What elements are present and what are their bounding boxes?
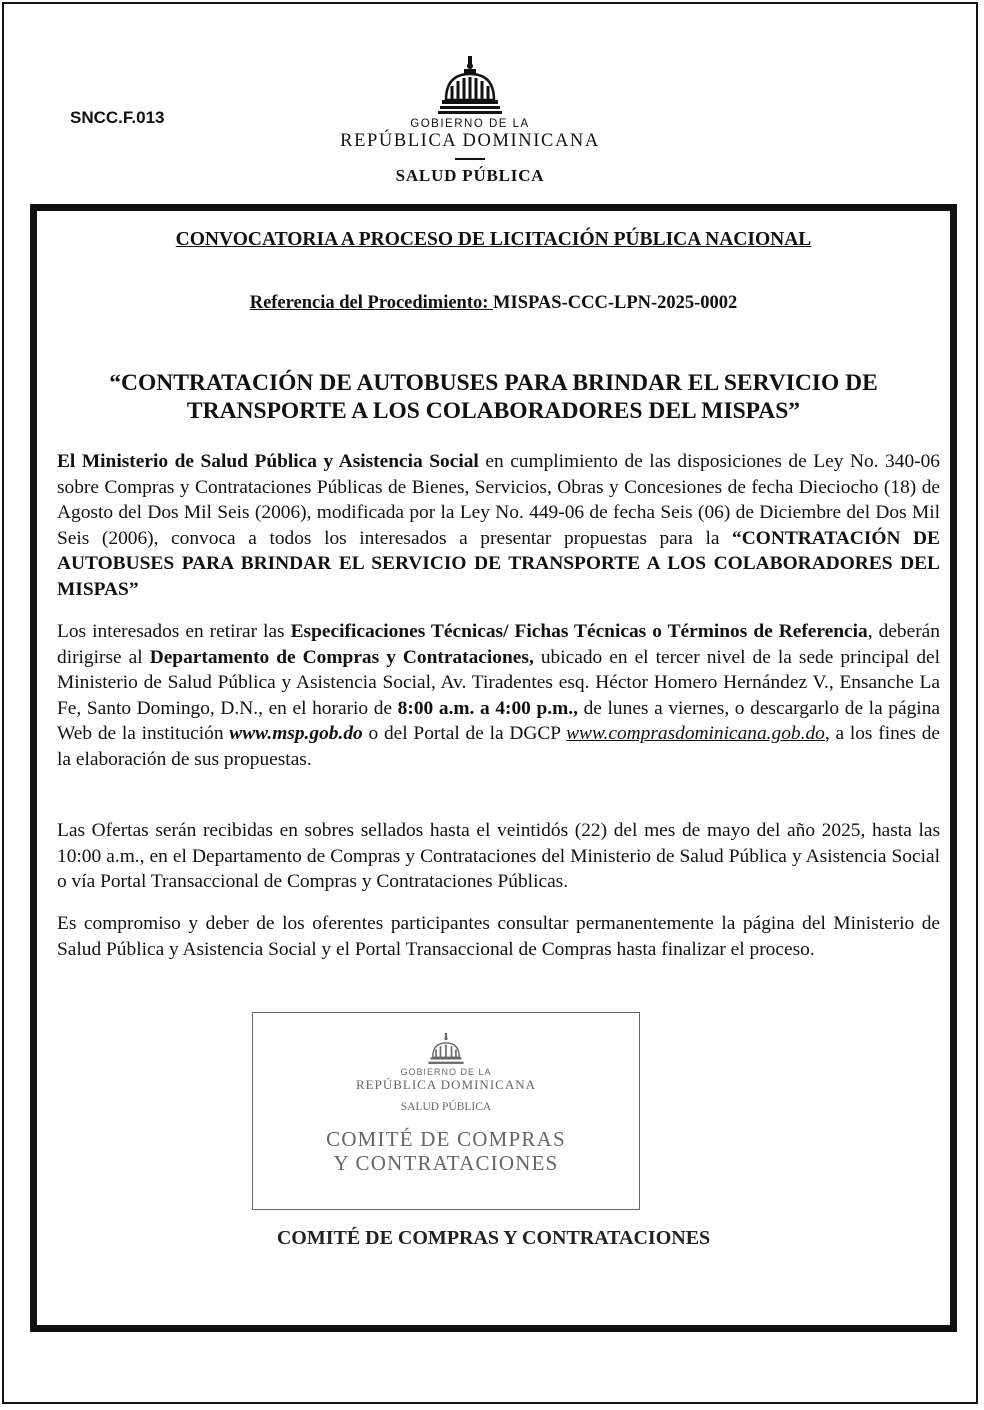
gov-line-gobierno: GOBIERNO DE LA	[410, 118, 530, 130]
p2-text-3: ubicado en el tercer nivel de la sede principal del Ministerio de Salud Pública y Asistencia Social, Av. Tiradentes esq. Héctor Homero Hernández V., Ensanche La Fe, Santo Domingo, D.N., en el horario de	[57, 646, 941, 719]
procurement-title-line1: “CONTRATACIÓN DE AUTOBUSES PARA BRINDAR EL SERVICIO DE	[109, 370, 878, 396]
msp-website-link[interactable]: www.msp.gob.do	[229, 723, 363, 744]
procurement-title-line2: TRANSPORTE A LOS COLABORADORES DEL MISPAS”	[186, 398, 801, 424]
reference-value: MISPAS-CCC-LPN-2025-0002	[493, 293, 738, 313]
stamp-committee	[253, 1127, 639, 1175]
p1-object: “CONTRATACIÓN DE AUTOBUSES PARA BRINDAR EL SERVICIO DE TRANSPORTE A LOS COLABORADORES DEL MISPAS”	[57, 527, 940, 600]
stamp-committee-line2: Y CONTRATACIONES	[333, 1151, 559, 1175]
form-code: SNCC.F.013	[70, 108, 165, 127]
p2-text-4: de lunes a viernes, o descargarlo de la página Web de la institución	[57, 697, 940, 744]
committee-stamp	[252, 1012, 640, 1210]
reference-label: Referencia del Procedimiento:	[249, 293, 494, 313]
ministry-name: El Ministerio de Salud Pública y Asistencia Social	[57, 451, 479, 472]
dgcp-portal-link[interactable]: www.comprasdominicana.gob.do	[566, 723, 825, 744]
announcement-box	[30, 204, 957, 1332]
stamp-gobierno: GOBIERNO DE LA	[400, 1067, 492, 1077]
p2-specs: Especificaciones Técnicas/ Fichas Técnicas o Términos de Referencia	[290, 621, 868, 642]
p2-text-5: o del Portal de la DGCP	[362, 723, 567, 744]
gov-line-salud: SALUD PÚBLICA	[395, 166, 545, 185]
p2-text-6: , a los fines de la elaboración de sus propuestas.	[57, 723, 941, 770]
stamp-committee-line1: COMITÉ DE COMPRAS	[326, 1127, 566, 1151]
p3-text: Las Ofertas serán recibidas en sobres sellados hasta el veintidós (22) del mes de mayo del año 2025, hasta las 10:00 a.m., en el Departamento de Compras y Contrataciones del Ministerio de Salud Pública y Asistencia Social o vía Portal Transaccional de Compras y Contrataciones Públicas.	[57, 820, 940, 892]
paragraph-convocation	[57, 449, 940, 602]
procedure-reference	[37, 293, 950, 314]
procurement-title	[37, 369, 950, 425]
stamp-salud: SALUD PÚBLICA	[400, 1101, 492, 1113]
p2-text-2: , deberán dirigirse al	[57, 621, 940, 668]
gov-line-republica: REPÚBLICA DOMINICANA	[340, 131, 600, 151]
paragraph-specifications	[57, 619, 940, 772]
p1-text: en cumplimiento de las disposiciones de Ley No. 340-06 sobre Compras y Contrataciones Públicas de Bienes, Servicios, Obras y Concesiones de fecha Dieciocho (18) de Agosto del Dos Mil Seis (2006), modificada por la Ley No. 449-06 de fecha Seis (06) de Diciembre del Dos Mil Seis (2006), convoca a todos los interesados a presentar propuestas para la	[57, 451, 940, 549]
p2-text-1: Los interesados en retirar las	[57, 621, 291, 642]
government-logo	[330, 56, 610, 186]
paragraph-commitment	[57, 911, 940, 962]
stamp-dome-emblem-icon	[428, 1033, 464, 1065]
stamp-republica: REPÚBLICA DOMINICANA	[356, 1077, 536, 1092]
p4-text: Es compromiso y deber de los oferentes participantes consultar permanentemente la página del Ministerio de Salud Pública y Asistencia Social y el Portal Transaccional de Compras hasta finalizar el proceso.	[57, 913, 940, 960]
p2-schedule: 8:00 a.m. a 4:00 p.m.,	[397, 697, 578, 719]
dome-emblem-icon	[438, 56, 502, 114]
p2-department: Departamento de Compras y Contrataciones,	[149, 646, 534, 668]
convocatoria-title: CONVOCATORIA A PROCESO DE LICITACIÓN PÚBLICA NACIONAL	[175, 229, 812, 250]
header-divider	[455, 158, 485, 160]
committee-signature: COMITÉ DE COMPRAS Y CONTRATACIONES	[276, 1227, 711, 1249]
paragraph-offers	[57, 818, 940, 895]
